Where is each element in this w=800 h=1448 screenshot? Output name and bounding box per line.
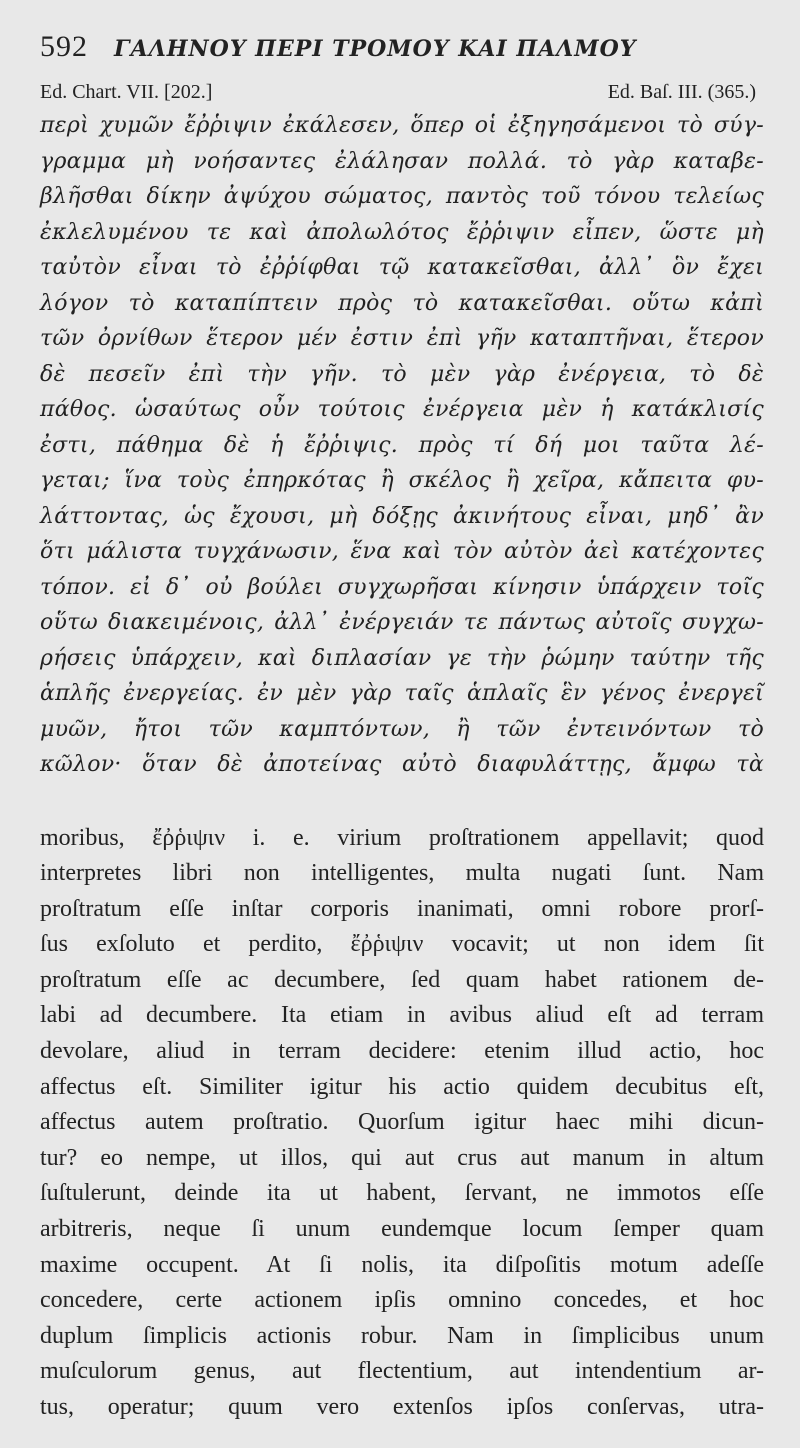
latin-text-line: ſuſtulerunt, deinde ita ut habent, ſervant, ne immotos eſſe bbox=[40, 1180, 764, 1207]
latin-text-line: affectus eſt. Similiter igitur his actio quidem decubitus eſt, bbox=[40, 1073, 764, 1100]
greek-text-line: ἐκλελυμένου τε καὶ ἀπολωλότος ἔῤῥιψιν εἶπεν, ὥστε μὴ bbox=[40, 219, 764, 245]
greek-text-line: μυῶν, ἤτοι τῶν καμπτόντων, ἢ τῶν ἐντεινόντων τὸ bbox=[40, 716, 764, 742]
latin-text-line: labi ad decumbere. Ita etiam in avibus aliud eſt ad terram bbox=[40, 1002, 764, 1029]
greek-text-block bbox=[40, 108, 764, 783]
latin-text-line: duplum ſimplicis actionis robur. Nam in ſimplicibus unum bbox=[40, 1322, 764, 1349]
greek-text-line: κῶλον· ὅταν δὲ ἀποτείνας αὐτὸ διαφυλάττῃς, ἄμφω τὰ bbox=[40, 752, 764, 777]
latin-text-line: tur? eo nempe, ut illos, qui aut crus aut manum in altum bbox=[40, 1144, 764, 1171]
greek-text-line: τῶν ὀρνίθων ἕτερον μέν ἐστιν ἐπὶ γῆν καταπτῆναι, ἕτερον bbox=[40, 326, 764, 351]
latin-text-line: moribus, ἔῤῥιψιν i. e. virium proſtrationem appellavit; quod bbox=[40, 824, 764, 851]
greek-text-line: βλῆσθαι δίκην ἀψύχου σώματος, παντὸς τοῦ τόνου τελείως bbox=[40, 184, 764, 209]
latin-text-line: arbitreris, neque ſi unum eundemque locum ſemper quam bbox=[40, 1216, 764, 1243]
greek-text-line: λόγον τὸ καταπίπτειν πρὸς τὸ κατακεῖσθαι. οὕτω κἀπὶ bbox=[40, 290, 764, 316]
greek-text-line: ρήσεις ὑπάρχειν, καὶ διπλασίαν γε τὴν ῥώμην ταύτην τῆς bbox=[40, 645, 764, 671]
latin-text-line: maxime occupent. At ſi nolis, ita diſpoſitis motum adeſſe bbox=[40, 1251, 764, 1278]
greek-text-line: γεται; ἵνα τοὺς ἐπηρκότας ἢ σκέλος ἢ χεῖρα, κἄπειτα φυ- bbox=[40, 468, 764, 493]
greek-text-line: περὶ χυμῶν ἔῤῥιψιν ἐκάλεσεν, ὅπερ οἱ ἐξηγησάμενοι τὸ σύγ- bbox=[40, 113, 764, 138]
greek-text-line: τόπον. εἰ δ᾽ οὐ βούλει συγχωρῆσαι κίνησιν ὑπάρχειν τοῖς bbox=[40, 574, 764, 600]
greek-text-line: ἐστι, πάθημα δὲ ἡ ἔῤῥιψις. πρὸς τί δή μοι ταῦτα λέ- bbox=[40, 432, 764, 458]
greek-text-line: γραμμα μὴ νοήσαντες ἐλάλησαν πολλά. τὸ γὰρ καταβε- bbox=[40, 148, 764, 174]
greek-text-line: πάθος. ὡσαύτως οὖν τούτοις ἐνέργεια μὲν ἡ κατάκλισίς bbox=[40, 397, 764, 422]
latin-text-line: concedere, certe actionem ipſis omnino concedes, et hoc bbox=[40, 1287, 764, 1314]
running-title: ΓΑΛΗΝΟΥ ΠΕΡΙ ΤΡΟΜΟΥ ΚΑΙ ΠΑΛΜΟΥ bbox=[114, 36, 637, 62]
latin-text-line: muſculorum genus, aut flectentium, aut intendentium ar- bbox=[40, 1358, 764, 1385]
latin-text-line: proſtratum eſſe ac decumbere, ſed quam habet rationem de- bbox=[40, 966, 764, 993]
greek-text-line: οὕτω διακειμένοις, ἀλλ᾽ ἐνέργειάν τε πάντως αὐτοῖς συγχω- bbox=[40, 610, 764, 635]
greek-text-line: ταὐτὸν εἶναι τὸ ἐῤῥίφθαι τῷ κατακεῖσθαι, ἀλλ᾽ ὃν ἔχει bbox=[40, 255, 764, 280]
latin-text-line: interpretes libri non intelligentes, multa nugati ſunt. Nam bbox=[40, 860, 764, 887]
latin-text-line: ſus exſoluto et perdito, ἔῤῥιψιν vocavit; ut non idem ſit bbox=[40, 931, 764, 958]
greek-text-line: δὲ πεσεῖν ἐπὶ τὴν γῆν. τὸ μὲν γὰρ ἐνέργεια, τὸ δὲ bbox=[40, 361, 764, 387]
latin-text-line: devolare, aliud in terram decidere: etenim illud actio, hoc bbox=[40, 1038, 764, 1065]
greek-text-line: ἁπλῆς ἐνεργείας. ἐν μὲν γὰρ ταῖς ἁπλαῖς ἓν γένος ἐνεργεῖ bbox=[40, 681, 764, 706]
greek-text-line: ὅτι μάλιστα τυγχάνωσιν, ἕνα καὶ τὸν αὐτὸν ἀεὶ κατέχοντες bbox=[40, 539, 764, 564]
edition-right: Ed. Baſ. III. (365.) bbox=[607, 81, 756, 103]
edition-left: Ed. Chart. VII. [202.] bbox=[40, 81, 213, 103]
latin-text-block bbox=[40, 821, 764, 1426]
running-head bbox=[40, 30, 764, 78]
latin-text-line: affectus autem proſtratio. Quorſum igitur haec mihi dicun- bbox=[40, 1109, 764, 1136]
greek-text-line: λάττοντας, ὡς ἔχουσι, μὴ δόξῃς ἀκινήτους εἶναι, μηδ᾽ ἂν bbox=[40, 503, 764, 529]
edition-reference-line bbox=[40, 78, 756, 106]
latin-text-line: tus, operatur; quum vero extenſos ipſos conſervas, utra- bbox=[40, 1394, 764, 1420]
latin-text-line: proſtratum eſſe inſtar corporis inanimati, omni robore prorſ- bbox=[40, 895, 764, 922]
page-number: 592 bbox=[40, 30, 88, 63]
